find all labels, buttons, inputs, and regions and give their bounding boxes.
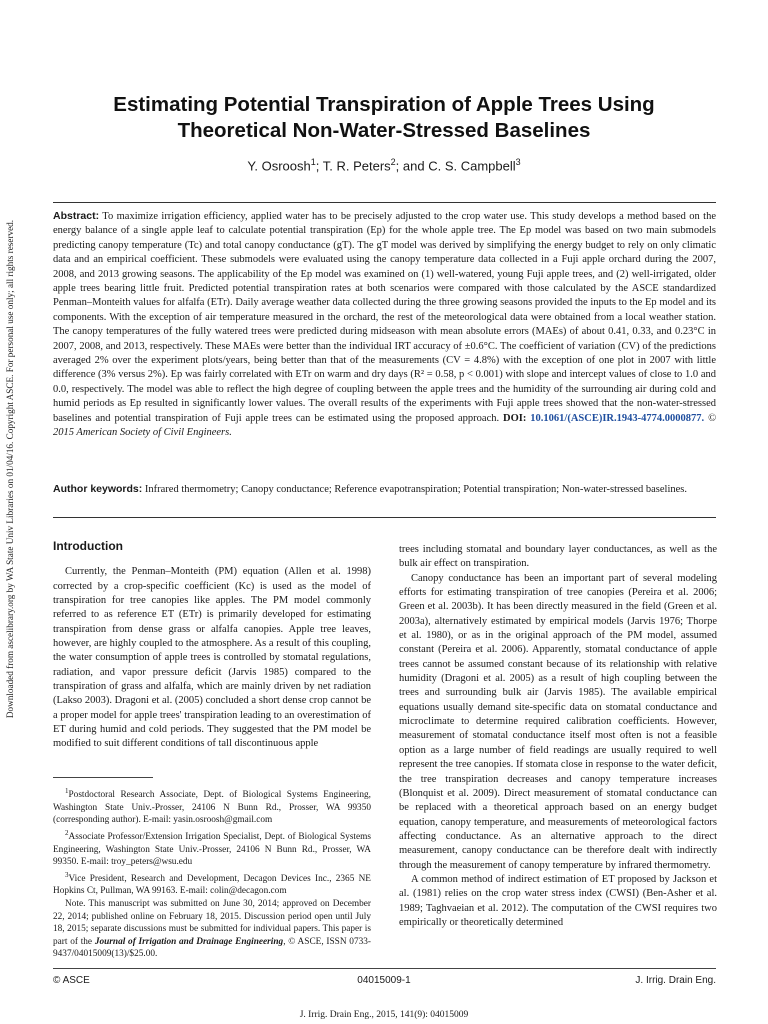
footnote xyxy=(53,869,371,898)
footnotes xyxy=(53,785,371,961)
paragraph: Canopy conductance has been an important part of several modeling efforts for estimating transpiration of tree canopies (Pereira et al. 2006; Green et al. 2003b). It has been directly measured in the field (Green et al. 2003a), alternatively estimated by empirical models (Jarvis 1976; Thorpe et al. 1980), or as in the original approach of the PM model, assumed constant (Pereira et al. 2006). Apparently, stomatal conductance of apple trees cannot be assumed constant because of its relationship with relative humidity (Dragoni et al. 2005) as a result of high coupling between the trees and surrounding bulk air (Jarvis 1985). The available empirical equations usually demand site-specific data on stomatal conductance and microclimate to determine required calibration coefficients. However, measurement of stomatal conductance itself most often is not a feasible option as a large number of field readings are usually required to well represent the tree canopies. If stomata close in response to the water deficit, the tree transpiration decreases and canopy temperature increases (Blonquist et al. 2009). Direct measurement of stomatal conductance can be replaced with a theoretical approach based on an energy budget equation, canopy temperature, and measurements of meteorological factors affecting conductance. As an alternative approach to the direct measurement, canopy conductance can be therefore dealt with indirectly through the measurement of canopy temperature by infrared thermometry. xyxy=(399,572,717,871)
author-name: T. R. Peters xyxy=(322,158,391,174)
footnote xyxy=(53,785,371,827)
citation-line: J. Irrig. Drain Eng., 2015, 141(9): 04015009 xyxy=(299,1010,469,1020)
paragraph: trees including stomatal and boundary layer conductances, as well as the bulk air effect on transpiration. xyxy=(399,544,717,570)
left-column xyxy=(53,539,371,752)
author-affiliation-mark: 3 xyxy=(515,157,521,167)
author-name: C. S. Campbell xyxy=(428,158,516,174)
abstract-bottom-rule xyxy=(53,517,716,518)
abstract-body: To maximize irrigation efficiency, applied water has to be precisely adjusted to the crop water use. This study develops a method based on the energy balance of a single apple leaf to calculate potential transpiration (Ep) for the whole apple tree. The Ep model was based on two main submodels predicting canopy temperature (Tc) and total canopy conductance (gT). The gT model was derived by simplifying the energy budget to rely on only climatic data and an empirical coefficient. These submodels were evaluated using the canopy temperature data collected in a Fuji apple orchard during the 2007, 2008, and 2013 growing seasons. The applicability of the Ep model was examined on (1) well-watered, young Fuji apple trees, and (2) well-irrigated, older apple trees bearing little fruit. Predicted potential transpiration rates at both scenarios were compared with those calculated by the ASCE standardized Penman–Monteith values for alfalfa (ETr). Daily average weather data collected during the three growing seasons provided the inputs to the Ep model and its components. With the exception of air temperature measured in the orchard, the rest of the meteorological data were obtained from a local weather station. The canopy temperatures of the fully watered trees were predicted during midseason with mean absolute errors (MAEs) of about 0.41, 0.33, and 0.23°C in 2007, 2008, and 2013, respectively. These MAEs were better than the individual IRT accuracy of ±0.6°C. The coefficient of variation (CV) of the predictions averaged 2% over the experiment plots/years, being better than that of the measurements (CV = 4.8%) with the exception of one plot in 2007 with little difference (3% versus 2%). Ep was fairly correlated with ETr on warm and dry days (R² = 0.58, p < 0.001) with slope and intercept values of close to 1.0 and 0.0, respectively. The model was able to reflect the high degree of coupling between the apple trees and the humidity of the surrounding air during cold and humid periods as Ep resulted in significantly lower values. The overall results of the experiments with Fuji apple trees showed that the non-water-stressed baselines and potential transpiration of Fuji apple trees can be estimated using the proposed approach. xyxy=(53,211,716,424)
section-heading-introduction: Introduction xyxy=(53,539,123,553)
footer-journal: J. Irrig. Drain Eng. xyxy=(635,975,716,986)
doi-label: DOI: xyxy=(503,412,527,424)
footer-publisher: © ASCE xyxy=(53,975,90,986)
author-name: Y. Osroosh xyxy=(247,158,311,174)
author-list xyxy=(60,157,708,173)
abstract-heading: Abstract: xyxy=(53,210,100,222)
abstract-top-rule xyxy=(53,202,716,203)
paper-title: Estimating Potential Transpiration of Apple Trees Using Theoretical Non-Water-Stressed Baselines xyxy=(113,93,655,142)
footnote-mark: 3 xyxy=(65,870,69,879)
footer-rule xyxy=(53,968,716,969)
author-affiliation-mark: 2 xyxy=(390,157,396,167)
footnote-text: Associate Professor/Extension Irrigation Specialist, Dept. of Biological Systems Engineering, Washington State Univ.-Prosser, 24106 N Bunn Rd., Prosser, WA 99350. E-mail: troy_peters@wsu.edu xyxy=(53,831,371,868)
abstract xyxy=(53,209,716,441)
right-column xyxy=(399,543,717,930)
author-keywords xyxy=(53,482,716,497)
manuscript-note xyxy=(53,898,371,961)
footnote-mark: 1 xyxy=(65,787,69,795)
footnote-text: Postdoctoral Research Associate, Dept. of Biological Systems Engineering, Washington State Univ.-Prosser, 24106 N Bunn Rd., Prosser, WA 99350 (corresponding author). E-mail: yasin.osroosh@gmail.com xyxy=(53,790,371,826)
copyright-notice: © 2015 American Society of Civil Engineers. xyxy=(53,412,717,439)
footnote-mark: 2 xyxy=(65,828,69,837)
keywords-heading: Author keywords: xyxy=(53,483,143,495)
journal-name: Journal of Irrigation and Drainage Engineering xyxy=(94,936,284,947)
author-affiliation-mark: 1 xyxy=(310,157,316,167)
footnote-rule xyxy=(53,777,153,778)
note-text: Note. This manuscript was submitted on June 30, 2014; approved on December 22, 2014; published online on February 18, 2015. Discussion period open until July 18, 2015; separate discussions must be submitted for individual papers. This paper is part of the xyxy=(53,899,371,947)
author-separator: ; and xyxy=(395,158,429,174)
paragraph: Currently, the Penman–Monteith (PM) equation (Allen et al. 1998) corrected by a crop-specific coefficient (Kc) is used as the model of transpiration for tree canopies like apples. The PM model commonly referred to as reference ET (ETr) is primarily developed for estimating transpiration from dense grass or alfalfa canopies. Apple tree leaves, however, are highly coupled to the atmosphere. As a result of this coupling, the water consumption of apple trees is controlled by stomatal regulations, radiation, and vapor pressure deficit (Jarvis 1985) compared to the transpiration of grass and alfalfa, which are mainly driven by net radiation (Lakso 2003). Dragoni et al. (2005) concluded a short dense crop cannot be a proper model for apple trees' transpiration leading to an overestimation of ET during humid and cold periods. They suggested that the PM model be modified to suit different conditions of tall discontinuous apple xyxy=(53,566,371,750)
download-notice: Downloaded from ascelibrary.org by WA State Univ Libraries on 01/04/16. Copyright ASCE. For personal use only; all rights reserved. xyxy=(5,219,15,719)
author-separator: ; xyxy=(315,158,323,174)
doi-link[interactable]: 10.1061/(ASCE)IR.1943-4774.0000877. xyxy=(530,412,705,424)
keywords-text: Infrared thermometry; Canopy conductance; Reference evapotranspiration; Potential transpiration; Non-water-stressed baselines. xyxy=(144,484,687,495)
footnote-text: Vice President, Research and Development, Decagon Devices Inc., 2365 NE Hopkins Ct, Pullman, WA 99163. E-mail: colin@decagon.com xyxy=(53,873,371,897)
footnote xyxy=(53,827,371,869)
paragraph: A common method of indirect estimation of ET proposed by Jackson et al. (1981) relies on the crop water stress index (CWSI) (Ben-Asher et al. 1989; Taghvaeian et al. 2012). The computation of the CWSI requires two empirically or theoretically determined xyxy=(399,873,717,928)
note-tail: , © ASCE, ISSN 0733-9437/04015009(13)/$25.00. xyxy=(53,936,371,960)
footer-page-id: 04015009-1 xyxy=(357,975,411,986)
